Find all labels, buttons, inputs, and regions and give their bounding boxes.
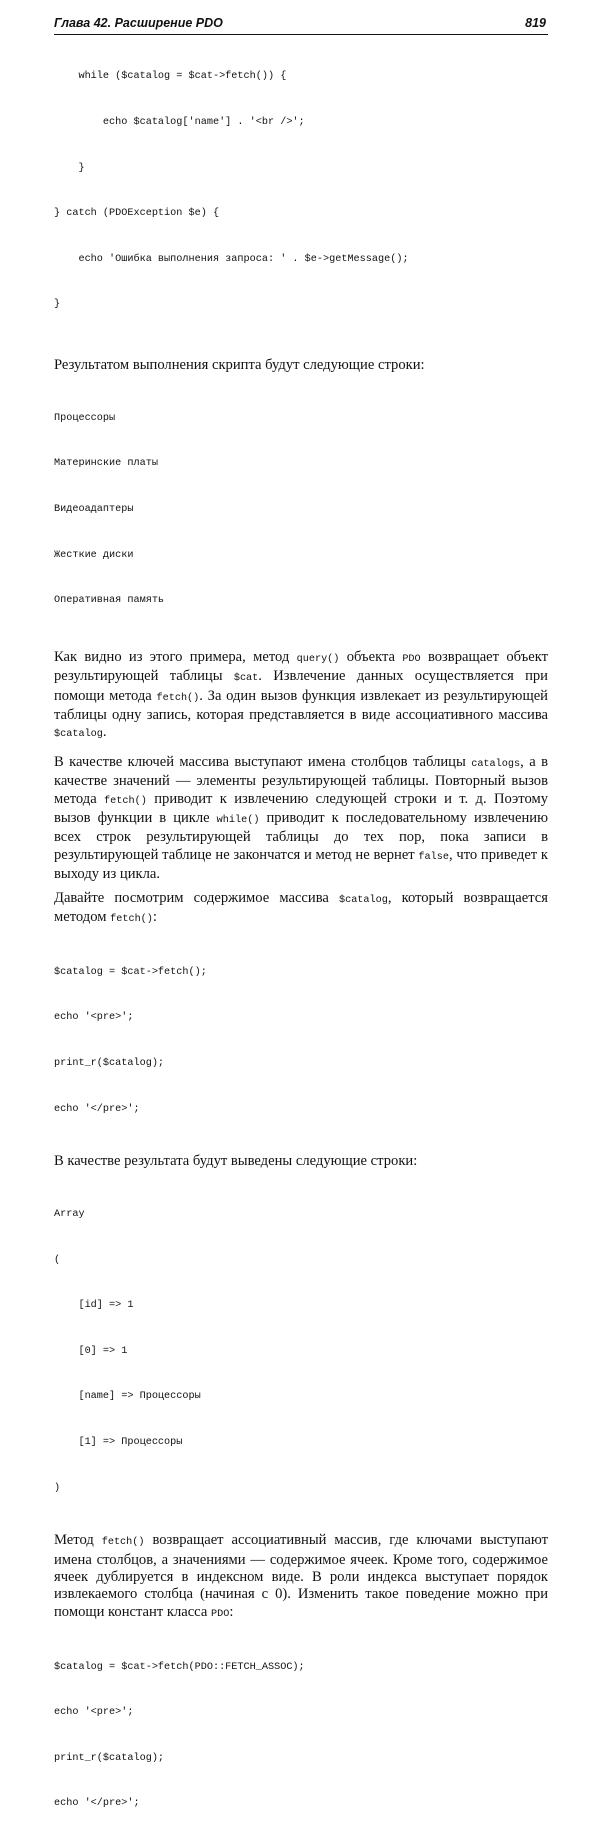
list-item: Оперативная память bbox=[54, 595, 165, 607]
book-page bbox=[54, 14, 548, 1842]
paragraph-inspect-catalog: Давайте посмотрим содержимое массива $catalog, который возвращается методом fetch(): bbox=[54, 889, 548, 926]
paragraph-result-intro: Результатом выполнения скрипта будут следующие строки: bbox=[54, 356, 425, 373]
inline-code: false bbox=[418, 851, 449, 863]
running-header bbox=[54, 14, 548, 35]
inline-code: $catalog bbox=[338, 894, 388, 906]
code-line: [name] => Процессоры bbox=[54, 1391, 201, 1403]
code-block-fetch-assoc bbox=[54, 1629, 548, 1842]
chapter-title: Глава 42. Расширение PDO bbox=[54, 16, 223, 30]
paragraph-query-explanation: Как видно из этого примера, метод query() объекта PDO возвращает объект результирующей таблицы $cat. Извлечение данных осуществляется при помощи метода fetch(). За один вызов функция извлекает из результирующей таблицы одну запись, которая представляется в виде ассоциативного массива $catalog. bbox=[54, 648, 548, 741]
inline-code: $cat bbox=[233, 673, 259, 685]
code-line: echo '<pre>'; bbox=[54, 1707, 134, 1719]
code-line: [id] => 1 bbox=[54, 1300, 134, 1312]
code-line: ) bbox=[54, 1482, 61, 1494]
inline-code: fetch() bbox=[110, 914, 153, 926]
inline-code: query() bbox=[296, 653, 340, 665]
list-item: Материнские платы bbox=[54, 458, 158, 470]
inline-code: fetch() bbox=[156, 692, 200, 704]
code-line: echo 'Ошибка выполнения запроса: ' . $e->getMessage(); bbox=[54, 253, 409, 265]
code-line: [1] => Процессоры bbox=[54, 1437, 183, 1448]
code-line: print_r($catalog); bbox=[54, 1752, 165, 1764]
code-line: print_r($catalog); bbox=[54, 1058, 165, 1070]
inline-code: while() bbox=[216, 815, 260, 826]
code-line: } bbox=[54, 162, 85, 174]
inline-code: $catalog bbox=[54, 729, 103, 741]
code-line: echo '</pre>'; bbox=[54, 1103, 140, 1115]
code-line: } catch (PDOException $e) { bbox=[54, 208, 220, 220]
code-line: [0] => 1 bbox=[54, 1345, 128, 1357]
inline-code: catalogs bbox=[471, 758, 521, 770]
inline-code: PDO bbox=[210, 1608, 230, 1620]
code-line: $catalog = $cat->fetch(); bbox=[54, 966, 207, 978]
code-line: while ($catalog = $cat->fetch()) { bbox=[54, 71, 287, 83]
code-block-try-catch bbox=[54, 39, 548, 343]
paragraph-output-intro: В качестве результата будут выведены следующие строки: bbox=[54, 1153, 418, 1170]
code-line: Array bbox=[54, 1209, 85, 1221]
inline-code: PDO bbox=[402, 653, 421, 665]
code-line: $catalog = $cat->fetch(PDO::FETCH_ASSOC); bbox=[54, 1661, 305, 1673]
output-list bbox=[54, 380, 548, 638]
paragraph-keys-explanation: В качестве ключей массива выступают имена столбцов таблицы catalogs, а в качестве значений — элементы результирующей таблицы. Повторный вызов метода fetch() приводит к извлечению следующей строки и т. д. Поэтому вызов функции в цикле while() приводит к последовательному извлечению всех строк результирующей таблицы до тех пор, пока записи в результирующей таблице не закончатся и метод не вернет false, что приведет к выходу из цикла. bbox=[54, 753, 548, 883]
paragraph-fetch-explanation: Метод fetch() возвращает ассоциативный массив, где ключами выступают имена столбцов, а значениями — содержимое ячеек. Кроме того, содержимое ячеек дублируется в индексном виде. В роли индекса выступает порядок извлекаемого столбца (начиная с 0). Изменить такое поведение можно при помощи констант класса PDO: bbox=[54, 1532, 548, 1620]
code-line: } bbox=[54, 299, 61, 311]
list-item: Жесткие диски bbox=[54, 549, 134, 561]
code-line: echo $catalog['name'] . '<br />'; bbox=[54, 117, 305, 128]
inline-code: fetch() bbox=[104, 795, 147, 807]
code-line: ( bbox=[54, 1254, 61, 1266]
code-block-print-r bbox=[54, 934, 548, 1147]
inline-code: fetch() bbox=[101, 1537, 145, 1549]
list-item: Видеоадаптеры bbox=[54, 503, 134, 515]
code-block-array-output bbox=[54, 1177, 548, 1527]
code-line: echo '<pre>'; bbox=[54, 1012, 134, 1024]
page-number: 819 bbox=[525, 16, 546, 30]
list-item: Процессоры bbox=[54, 412, 116, 424]
code-line: echo '</pre>'; bbox=[54, 1798, 140, 1810]
